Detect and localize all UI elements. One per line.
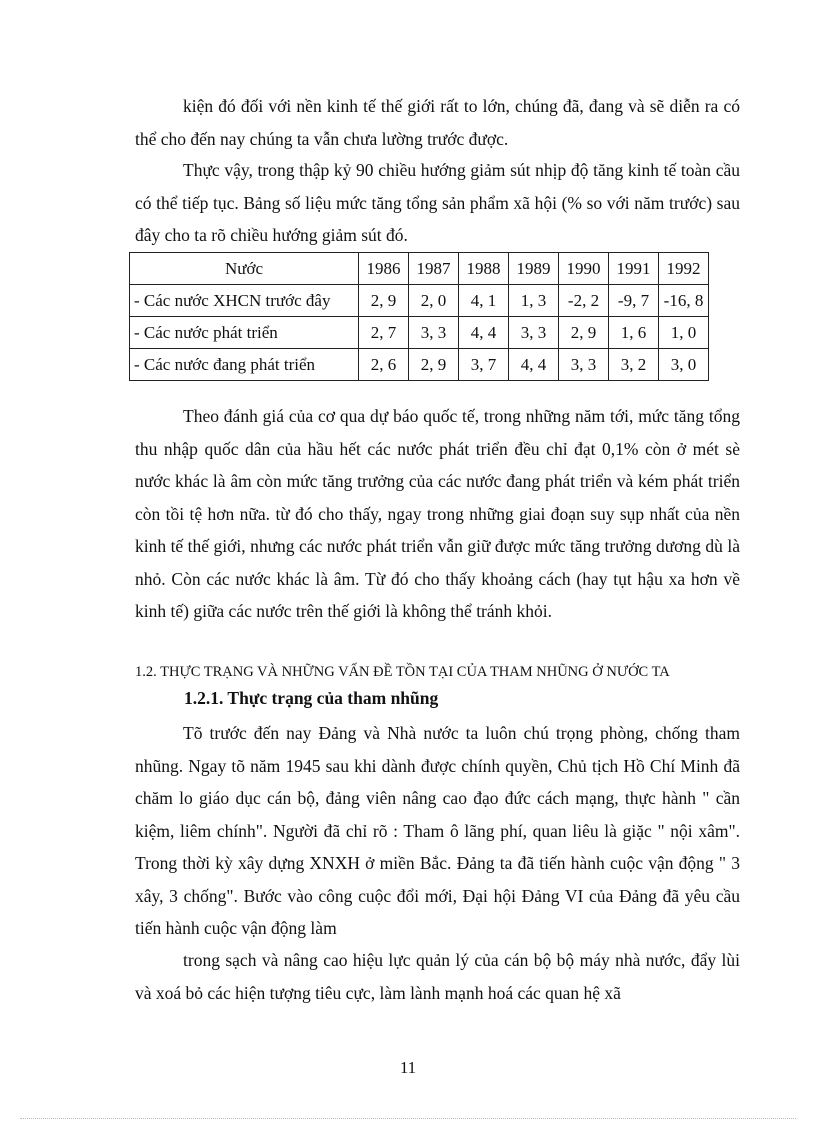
table-cell: 3, 3 xyxy=(509,317,559,349)
paragraph-anticorruption: Tõ trước đến nay Đảng và Nhà nước ta luôn chú trọng phòng, chống tham nhũng. Ngay tõ năm 1945 sau khi dành được chính quyền, Chủ tịch Hồ Chí Minh đã chăm lo giáo dục cán bộ, đảng viên nâng cao đạo đức cách mạng, thực hành " cần kiệm, liêm chính". Người đã chỉ rõ : Tham ô lãng phí, quan liêu là giặc " nội xâm". Trong thời kỳ xây dựng XNXH ở miền Bắc. Đảng ta đã tiến hành cuộc vận động " 3 xây, 3 chống". Bước vào công cuộc đổi mới, Đại hội Đảng VI của Đảng đã yêu cầu tiến hành cuộc vận động làm xyxy=(135,723,740,938)
table-cell: 2, 7 xyxy=(359,317,409,349)
growth-table xyxy=(129,252,709,381)
paragraph-forecast: Theo đánh giá của cơ qua dự báo quốc tế, trong những năm tới, mức tăng tổng thu nhập quốc dân của hầu hết các nước phát triển đều chỉ đạt 0,1% còn ở mét sè nước khác là âm còn mức tăng trưởng của các nước đang phát triển và kém phát triển còn tồi tệ hơn nữa. từ đó cho thấy, ngay trong những giai đoạn suy sụp nhất của nền kinh tế thế giới, nhưng các nước phát triển vẫn giữ được mức tăng trưởng dương dù là nhỏ. Còn các nước khác là âm. Từ đó cho thấy khoảng cách (hay tụt hậu xa hơn về kinh tế) giữa các nước trên thế giới là không thể tránh khỏi. xyxy=(135,406,740,621)
table-cell: 2, 9 xyxy=(559,317,609,349)
subsection-heading: 1.2.1. Thực trạng của tham nhũng xyxy=(184,688,439,708)
table-cell: 3, 3 xyxy=(409,317,459,349)
table-cell: -2, 2 xyxy=(559,285,609,317)
table-cell: 1, 6 xyxy=(609,317,659,349)
table-row xyxy=(130,317,709,349)
page-bottom-divider xyxy=(20,1118,796,1119)
paragraph-table-intro: Thực vậy, trong thập kỷ 90 chiều hướng giảm sút nhịp độ tăng kinh tế toàn cầu có thể tiếp tục. Bảng số liệu mức tăng tổng sản phẩm xã hội (% so với năm trước) sau đây cho ta rõ chiều hướng giảm sút đó. xyxy=(135,160,740,245)
table-cell: 4, 4 xyxy=(459,317,509,349)
table-cell: 3, 0 xyxy=(659,349,709,381)
table-cell: -16, 8 xyxy=(659,285,709,317)
table-header-cell: 1990 xyxy=(559,253,609,285)
table-cell: 1, 0 xyxy=(659,317,709,349)
table-cell: 2, 0 xyxy=(409,285,459,317)
table-cell: 2, 9 xyxy=(409,349,459,381)
table-header-cell: 1989 xyxy=(509,253,559,285)
table-header-cell: 1988 xyxy=(459,253,509,285)
page-number: 11 xyxy=(399,1058,417,1077)
table-header-cell: Nước xyxy=(130,253,359,285)
paragraph-continuation: trong sạch và nâng cao hiệu lực quản lý của cán bộ bộ máy nhà nước, đẩy lùi và xoá bỏ các hiện tượng tiêu cực, làm lành mạnh hoá các quan hệ xã xyxy=(135,950,740,1003)
table-header-cell: 1992 xyxy=(659,253,709,285)
table-cell: 3, 2 xyxy=(609,349,659,381)
table-cell-country: - Các nước XHCN trước đây xyxy=(130,285,359,317)
table-header-cell: 1987 xyxy=(409,253,459,285)
table-cell: 2, 9 xyxy=(359,285,409,317)
paragraph-intro-continued: kiện đó đối với nền kinh tế thế giới rất to lớn, chúng đã, đang và sẽ diễn ra có thể cho đến nay chúng ta vẫn chưa lường trước được. xyxy=(135,96,740,149)
table-header-cell: 1986 xyxy=(359,253,409,285)
table-cell: 3, 7 xyxy=(459,349,509,381)
table-cell-country: - Các nước đang phát triển xyxy=(130,349,359,381)
table-header-cell: 1991 xyxy=(609,253,659,285)
table-row xyxy=(130,285,709,317)
table-cell: -9, 7 xyxy=(609,285,659,317)
table-cell: 2, 6 xyxy=(359,349,409,381)
table-cell: 1, 3 xyxy=(509,285,559,317)
table-cell: 3, 3 xyxy=(559,349,609,381)
table-header-row xyxy=(130,253,709,285)
section-heading: 1.2. THỰC TRẠNG VÀ NHỮNG VẤN ĐỀ TỒN TẠI CỦA THAM NHŨNG Ở NƯỚC TA xyxy=(135,664,670,680)
table-cell: 4, 1 xyxy=(459,285,509,317)
table-row xyxy=(130,349,709,381)
table-cell: 4, 4 xyxy=(509,349,559,381)
table-cell-country: - Các nước phát triển xyxy=(130,317,359,349)
